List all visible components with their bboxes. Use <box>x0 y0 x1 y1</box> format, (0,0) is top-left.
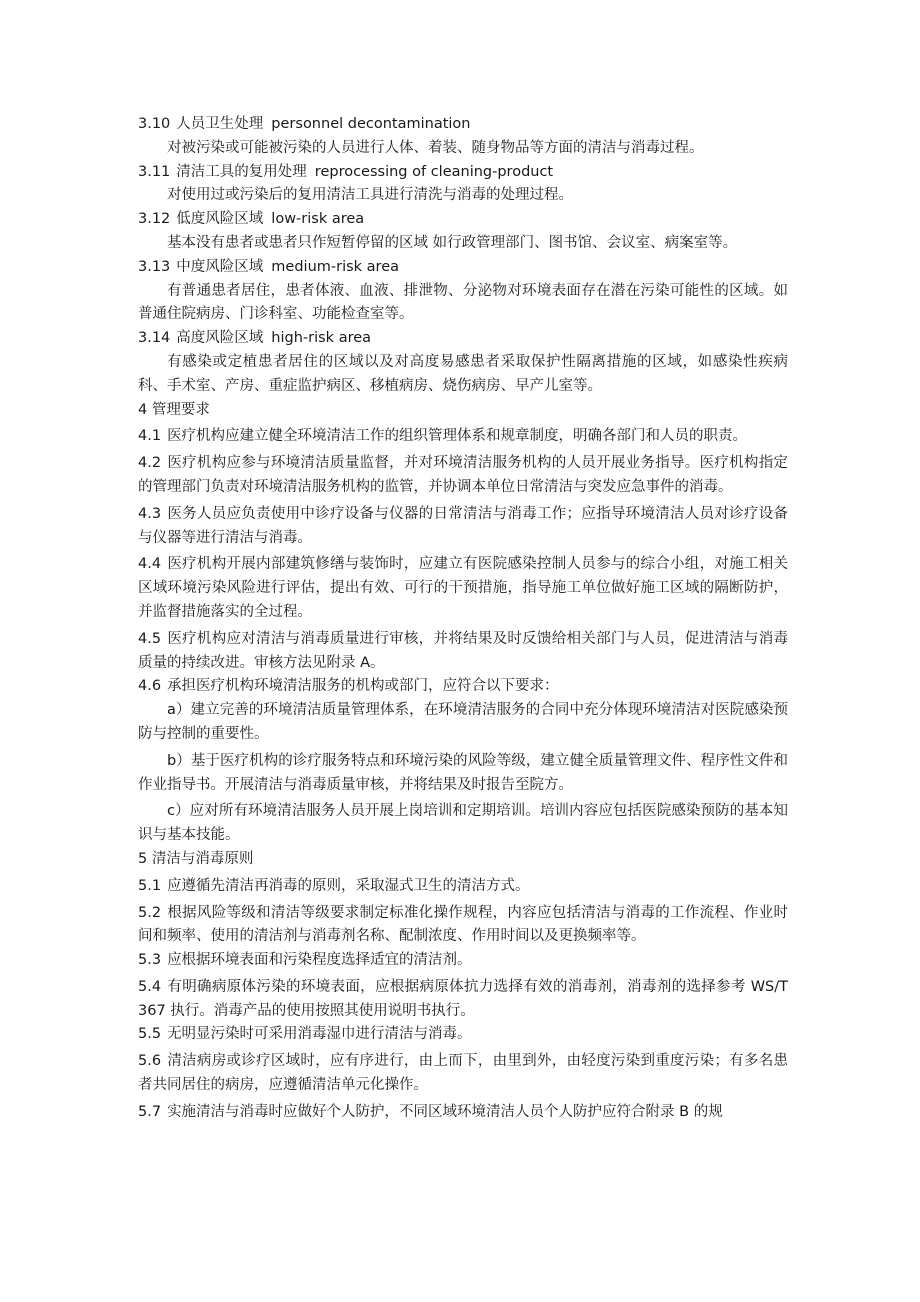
term-en: personnel decontamination <box>271 116 471 132</box>
clause-5-6 <box>138 1050 788 1098</box>
clause-4-2 <box>138 452 788 500</box>
term-number: 3.11 <box>138 163 171 180</box>
term-en: low-risk area <box>271 211 365 228</box>
clause-number: 5.5 <box>138 1026 162 1043</box>
term-heading-3-11 <box>138 161 788 185</box>
term-heading-3-12 <box>138 208 788 232</box>
clause-5-3 <box>138 949 788 973</box>
clause-number: 4.3 <box>138 505 162 522</box>
clause-5-5 <box>138 1023 788 1047</box>
term-heading-3-14 <box>138 327 788 351</box>
clause-number: 5.3 <box>138 952 162 969</box>
clause-text: 医务人员应负责使用中诊疗设备与仪器的日常清洁与消毒工作；应指导环境清洁人员对诊疗设备与仪器等进行清洁与消毒。 <box>138 505 788 546</box>
subitem-text: 建立完善的环境清洁质量管理体系，在环境清洁服务的合同中充分体现环境清洁对医院感染预防与控制的重要性。 <box>138 702 789 742</box>
clause-number: 5.2 <box>138 904 162 921</box>
clause-number: 5.1 <box>138 877 162 894</box>
term-number: 3.13 <box>138 258 171 275</box>
clause-text: 清洁病房或诊疗区域时，应有序进行，由上而下，由里到外，由轻度污染到重度污染；有多名患者共同居住的病房，应遵循清洁单元化操作。 <box>138 1053 788 1094</box>
clause-number: 4.5 <box>138 630 162 647</box>
clause-number: 4.2 <box>138 455 162 472</box>
clause-text: 医疗机构应建立健全环境清洁工作的组织管理体系和规章制度，明确各部门和人员的职责。 <box>167 428 748 445</box>
clause-text: 有明确病原体污染的环境表面，应根据病原体抗力选择有效的消毒剂，消毒剂的选择参考 WS/T 367 执行。消毒产品的使用按照其使用说明书执行。 <box>138 978 788 1019</box>
clause-text: 医疗机构开展内部建筑修缮与装饰时，应建立有医院感染控制人员参与的综合小组，对施工相关区域环境污染风险进行评估，提出有效、可行的干预措施，指导施工单位做好施工区域的隔断防护，并监督措施落实的全过程。 <box>138 556 788 620</box>
term-definition-3-12: 基本没有患者或患者只作短暂停留的区域 如行政管理部门、图书馆、会议室、病案室等。 <box>167 234 738 251</box>
clause-number: 5.6 <box>138 1053 162 1070</box>
term-definition-3-13: 有普通患者居住，患者体液、血液、排泄物、分泌物对环境表面存在潜在污染可能性的区域。如普通住院病房、门诊科室、功能检查室等。 <box>138 282 788 323</box>
term-heading-3-13 <box>138 256 788 280</box>
term-number: 3.10 <box>138 116 171 132</box>
document-page <box>138 113 788 1125</box>
clause-text: 应根据环境表面和污染程度选择适宜的清洁剂。 <box>167 952 472 969</box>
term-heading-3-10 <box>138 113 788 137</box>
clause-4-5 <box>138 628 788 676</box>
clause-number: 4.6 <box>138 678 162 695</box>
section-heading-5: 5 清洁与消毒原则 <box>138 850 254 867</box>
subitem-b <box>138 750 788 798</box>
term-zh: 中度风险区域 <box>176 258 264 275</box>
section-heading-4: 4 管理要求 <box>138 401 210 418</box>
subitem-label: b） <box>167 752 191 769</box>
term-number: 3.14 <box>138 330 171 347</box>
clause-number: 4.4 <box>138 556 162 573</box>
clause-4-6 <box>138 675 788 699</box>
term-zh: 人员卫生处理 <box>176 116 264 132</box>
subitem-label: a） <box>167 702 191 719</box>
term-en: high-risk area <box>271 330 372 347</box>
subitem-a <box>138 699 788 747</box>
clause-5-7 <box>138 1101 788 1125</box>
clause-text: 无明显污染时可采用消毒湿巾进行清洁与消毒。 <box>167 1026 472 1043</box>
clause-4-1 <box>138 425 788 449</box>
term-en: medium-risk area <box>271 258 400 275</box>
clause-text: 应遵循先清洁再消毒的原则，采取湿式卫生的清洁方式。 <box>167 877 530 894</box>
term-en: reprocessing of cleaning-product <box>314 163 554 180</box>
clause-text: 医疗机构应参与环境清洁质量监督，并对环境清洁服务机构的人员开展业务指导。医疗机构指定的管理部门负责对环境清洁服务机构的监管，并协调本单位日常清洁与突发应急事件的消毒。 <box>138 455 788 495</box>
clause-number: 4.1 <box>138 428 162 445</box>
clause-text: 实施清洁与消毒时应做好个人防护，不同区域环境清洁人员个人防护应符合附录 B 的规 <box>167 1103 723 1120</box>
term-number: 3.12 <box>138 211 171 228</box>
term-definition-3-11: 对使用过或污染后的复用清洁工具进行清洗与消毒的处理过程。 <box>167 187 573 204</box>
term-zh: 清洁工具的复用处理 <box>176 163 307 180</box>
term-definition-3-14: 有感染或定植患者居住的区域以及对高度易感患者采取保护性隔离措施的区域，如感染性疾病科、手术室、产房、重症监护病区、移植病房、烧伤病房、早产儿室等。 <box>138 353 788 394</box>
term-zh: 高度风险区域 <box>176 330 264 347</box>
clause-number: 5.4 <box>138 978 162 995</box>
clause-4-3 <box>138 503 788 551</box>
clause-text: 承担医疗机构环境清洁服务的机构或部门，应符合以下要求： <box>167 678 559 695</box>
term-definition-3-10: 对被污染或可能被污染的人员进行人体、着装、随身物品等方面的清洁与消毒过程。 <box>167 139 704 156</box>
term-zh: 低度风险区域 <box>176 211 264 228</box>
subitem-c <box>138 800 788 848</box>
clause-number: 5.7 <box>138 1103 162 1120</box>
subitem-text: 应对所有环境清洁服务人员开展上岗培训和定期培训。培训内容应包括医院感染预防的基本知识与基本技能。 <box>138 803 788 844</box>
clause-5-2 <box>138 902 788 950</box>
clause-5-4 <box>138 976 788 1024</box>
clause-text: 医疗机构应对清洁与消毒质量进行审核，并将结果及时反馈给相关部门与人员，促进清洁与消毒质量的持续改进。审核方法见附录 A。 <box>138 630 788 671</box>
subitem-text: 基于医疗机构的诊疗服务特点和环境污染的风险等级，建立健全质量管理文件、程序性文件和作业指导书。开展清洁与消毒质量审核，并将结果及时报告至院方。 <box>138 752 788 793</box>
clause-4-4 <box>138 553 788 624</box>
clause-text: 根据风险等级和清洁等级要求制定标准化操作规程，内容应包括清洁与消毒的工作流程、作业时间和频率、使用的清洁剂与消毒剂名称、配制浓度、作用时间以及更换频率等。 <box>138 904 788 945</box>
subitem-label: c） <box>167 803 190 820</box>
clause-5-1 <box>138 875 788 899</box>
